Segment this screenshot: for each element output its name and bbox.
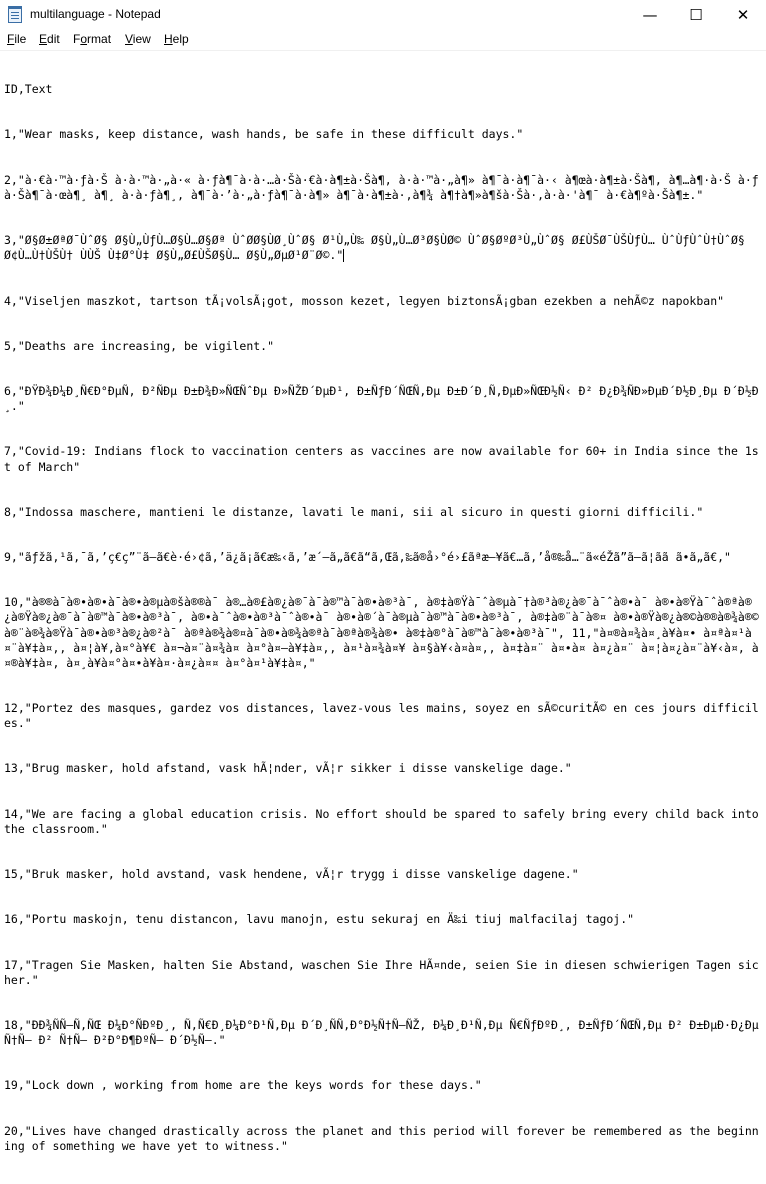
text-line: 12,"Portez des masques, gardez vos distances, lavez-vous les mains, soyez en sÃ©curitÃ© en ces jours difficiles." bbox=[4, 701, 759, 731]
text-line: 16,"Portu maskojn, tenu distancon, lavu manojn, estu sekuraj en Ä‰i tiuj malfacilaj tagoj." bbox=[4, 912, 635, 927]
menu-format-accel: o bbox=[80, 32, 88, 46]
text-line: 13,"Brug masker, hold afstand, vask hÃ¦nder, vÃ¦r sikker i disse vanskelige dage." bbox=[4, 761, 572, 776]
text-line: 20,"Lives have changed drastically across the planet and this period will forever be remembered as the beginning of something we have yet to witness." bbox=[4, 1123, 759, 1153]
menu-file[interactable] bbox=[7, 32, 26, 46]
close-button[interactable]: ✕ bbox=[736, 6, 750, 24]
text-line: 18,"ÐÐ¾ÑÑ–Ñ‚ÑŒ Ð¼Ð°ÑÐºÐ¸, Ñ‚Ñ€Ð¸Ð¼Ð°Ð¹Ñ‚Ðµ Ð´Ð¸ÑÑ‚Ð°Ð½Ñ†Ñ–ÑŽ, Ð¼Ð¸Ð¹Ñ‚Ðµ Ñ€ÑƒÐºÐ¸, Ð±ÑƒÐ´ÑŒÑ‚Ðµ Ð² Ð±ÐµÐ·Ð¿ÐµÑ†Ñ– Ð² Ñ†Ñ– Ð²Ð°Ð¶ÐºÑ– Ð´Ð½Ñ–." bbox=[4, 1018, 759, 1048]
text-line bbox=[4, 233, 762, 263]
window-title: multilanguage - Notepad bbox=[30, 7, 161, 21]
text-line: 4,"Viseljen maszkot, tartson tÃ¡volsÃ¡got, mosson kezet, legyen biztonsÃ¡gban ezekben a nehÃ©z napokban" bbox=[4, 293, 725, 308]
menu-format-label: rmat bbox=[87, 32, 112, 46]
text-line: 6,"ÐŸÐ¾Ð¼Ð¸Ñ€Ð°ÐµÑ‚ Ð²ÑÐµ Ð±Ð¾Ð»ÑŒÑˆÐµ Ð»ÑŽÐ´ÐµÐ¹, Ð±ÑƒÐ´ÑŒÑ‚Ðµ Ð±Ð´Ð¸Ñ‚ÐµÐ»ÑŒÐ½Ñ‹ Ð² Ð¿Ð¾ÑÐ»ÐµÐ´Ð½Ð¸Ðµ Ð´Ð½Ð¸." bbox=[4, 384, 759, 414]
maximize-button[interactable]: ☐ bbox=[689, 6, 703, 24]
text-line: 17,"Tragen Sie Masken, halten Sie Abstand, waschen Sie Ihre HÃ¤nde, seien Sie in diesen schwierigen Tagen sicher." bbox=[4, 957, 759, 987]
menu-format[interactable] bbox=[73, 32, 111, 46]
text-line: ID,Text bbox=[4, 82, 53, 97]
menu-edit[interactable] bbox=[39, 32, 60, 46]
menu-view[interactable] bbox=[125, 32, 151, 46]
menu-view-label: iew bbox=[132, 32, 151, 46]
text-line: 8,"Indossa maschere, mantieni le distanze, lavati le mani, sii al sicuro in questi giorni difficili." bbox=[4, 504, 704, 519]
text-line: 15,"Bruk masker, hold avstand, vask hendene, vÃ¦r trygg i disse vanskelige dagene." bbox=[4, 867, 579, 882]
text-line: 14,"We are facing a global education crisis. No effort should be spared to safely bring every child back into the classroom." bbox=[4, 806, 766, 836]
menu-file-label: ile bbox=[14, 32, 27, 46]
menu-bar bbox=[0, 30, 766, 51]
text-line: 9,"ãƒžã‚¹ã‚¯ã‚’ç€ç”¨ã—ã€è·é›¢ã‚’ä¿ã¡ã€æ‰‹ã‚’æ´—ã„ã€ã“ã‚Œã‚‰ã®å›°é›£ãªæ—¥ã€…ã‚’å®‰å…¨ã«éŽã”ã—ã¦ãã ã•ã„ã€‚" bbox=[4, 550, 731, 565]
menu-edit-label: dit bbox=[47, 32, 60, 46]
text-line: 7,"Covid-19: Indians flock to vaccination centers as vaccines are now available for 60+ in India since the 1st of March" bbox=[4, 444, 759, 474]
menu-file-accel: F bbox=[7, 32, 15, 46]
text-line: 5,"Deaths are increasing, be vigilent." bbox=[4, 338, 275, 353]
title-bar[interactable] bbox=[0, 0, 766, 30]
menu-help-accel: H bbox=[164, 32, 173, 46]
menu-help[interactable] bbox=[164, 32, 189, 46]
text-editor-area[interactable] bbox=[0, 50, 766, 1153]
text-line: 1,"Wear masks, keep distance, wash hands, be safe in these difficult days." bbox=[4, 127, 524, 142]
text-line: 10,"à®®à¯à®•à®•à¯à®•à®µà®šà®®à¯ à®…à®£à®¿à®¯à¯à®™à¯à®•à®³à¯, à®‡à®Ÿà¯ˆà®µà¯†à®³à®¿à®¯à¯ˆà®•à¯ à®•à®Ÿà¯ˆà®ªà®¿à®Ÿà®¿à®¯à¯à®™à¯à®•à®³à¯, à®•à¯ˆà®•à®³à¯ˆà®•à¯ à®•à®´à¯à®µà¯à®™à¯à®•à®³à¯, à®‡à®¨à¯à®¤ à®•à®Ÿà®¿à®©à®®à®¾à®© à®¨à®¾à®Ÿà¯à®•à®³à®¿à®²à¯ à®ªà®¾à®¤à¯à®•à®¾à®ªà¯à®ªà®¾à®• à®‡à®°à¯à®™à¯à®•à®³à¯", 11,"à¤®à¤¾à¤¸à¥à¤• à¤ªà¤¹à¤¨à¥‡à¤‚, à¤¦à¥‚à¤°à¥€ à¤¬à¤¨à¤¾à¤ à¤°à¤–à¥‡à¤‚, à¤¹à¤¾à¤¥ à¤§à¥‹à¤à¤‚, à¤‡à¤¨ à¤•à¤ à¤¿à¤¨ à¤¦à¤¿à¤¨à¥‹à¤‚ à¤®à¥‡à¤‚ à¤¸à¥à¤°à¤•à¥à¤·à¤¿à¤¤ à¤°à¤¹à¥‡à¤‚" bbox=[4, 595, 766, 670]
menu-edit-accel: E bbox=[39, 32, 48, 46]
menu-view-accel: V bbox=[125, 32, 133, 46]
text-line-content: 3,"Ø§Ø±ØªØ¯ÙˆØ§ Ø§Ù„ÙƒÙ…Ø§Ù…Ø§Øª ÙˆØØ§ÙØ¸ÙˆØ§ Ø¹Ù„Ù‰ Ø§Ù„Ù…Ø³Ø§ÙØ© ÙˆØ§ØºØ³Ù„ÙˆØ§ Ø£ÙŠØ¯ÙŠÙƒÙ… ÙˆÙƒÙˆÙ†ÙˆØ§ Ø¢Ù…Ù†ÙŠÙ† ÙÙŠ Ù‡Ø°Ù‡ Ø§Ù„Ø£ÙŠØ§Ù… Ø§Ù„ØµØ¹Ø¨Ø©." bbox=[4, 233, 752, 263]
editor-text[interactable] bbox=[4, 52, 766, 1184]
notepad-app-icon[interactable] bbox=[8, 7, 22, 23]
text-line: 2,"à·€à·™à·ƒà·Š à·à·™à·„à·« à·ƒà¶¯à·à·…à·Šà·€à·à¶±à·Šà¶, à·à·™à·„à¶» à¶¯à·à¶¯à·‹ à¶œà·à¶±à·Šà¶, à¶…à¶·à·Š à·ƒà·Šà¶¯à·œà¶¸ à¶¸ à·à·ƒà¶¸, à¶¯à·’à·„à·ƒà¶¯à·à¶» à¶¯à·à¶±à·‚à¶¾ à¶†à¶»à¶šà·Šà·‚à·à·'à¶¯ à·€à¶ºà·Šà¶±." bbox=[4, 172, 759, 202]
minimize-button[interactable]: — bbox=[642, 6, 658, 24]
text-line: 19,"Lock down , working from home are the keys words for these days." bbox=[4, 1078, 482, 1093]
text-cursor bbox=[343, 249, 344, 262]
menu-help-label: elp bbox=[172, 32, 189, 46]
menu-format-pre: F bbox=[73, 32, 81, 46]
